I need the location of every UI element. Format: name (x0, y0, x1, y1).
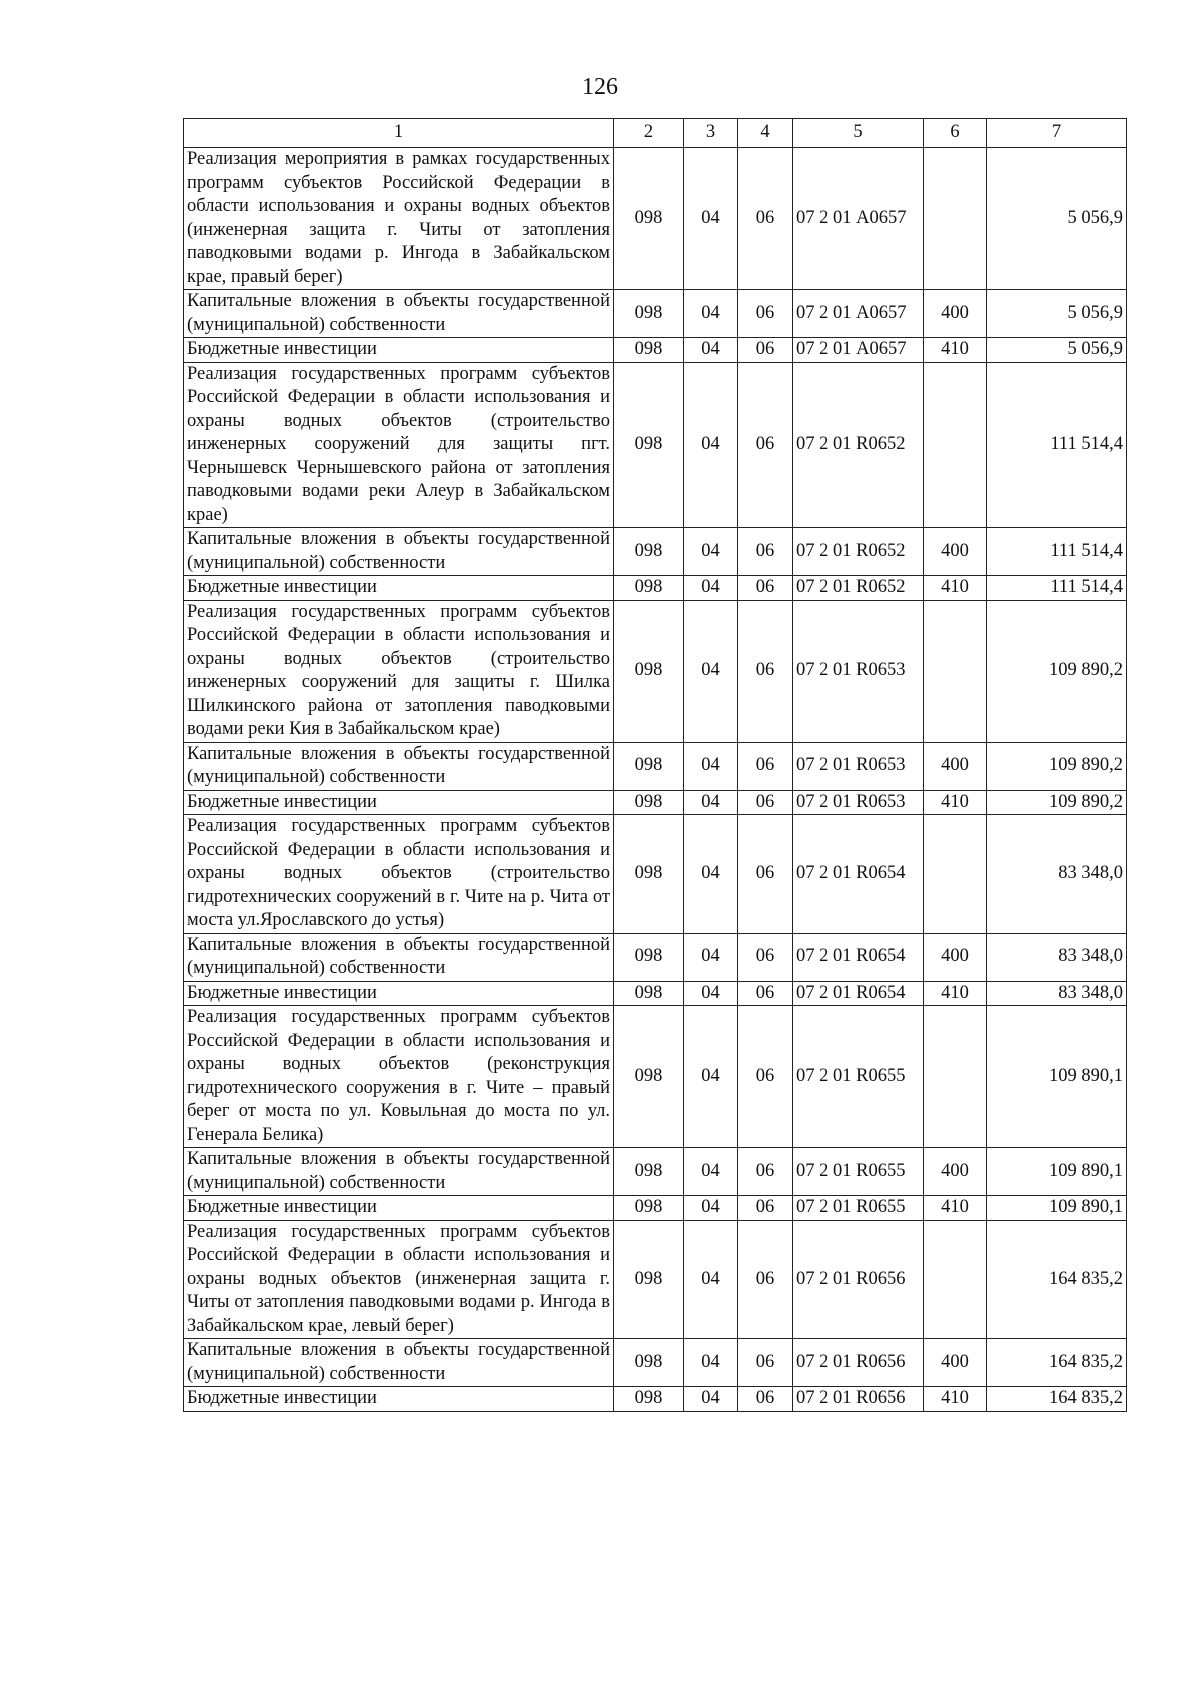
amount-cell: 83 348,0 (987, 815, 1127, 934)
table-row (184, 362, 1127, 528)
amount-cell: 111 514,4 (987, 528, 1127, 576)
page-number: 126 (582, 74, 618, 100)
expense-type-cell (924, 148, 987, 290)
section-code-cell: 04 (684, 981, 738, 1006)
expense-type-cell: 400 (924, 742, 987, 790)
table-row (184, 1148, 1127, 1196)
section-code-cell: 04 (684, 1196, 738, 1221)
section-code-cell: 04 (684, 290, 738, 338)
item-name-cell: Реализация государственных программ субъектов Российской Федерации в области использования и охраны водных объектов (инженерная защита г. Читы от затопления паводковыми водами р. Ингода в Забайкальском крае, левый берег) (184, 1220, 614, 1339)
section-code-cell: 04 (684, 1220, 738, 1339)
item-name-cell: Бюджетные инвестиции (184, 1196, 614, 1221)
subsection-code-cell: 06 (738, 362, 793, 528)
amount-cell: 83 348,0 (987, 981, 1127, 1006)
section-code-cell: 04 (684, 338, 738, 363)
ministry-code-cell: 098 (614, 933, 684, 981)
subsection-code-cell: 06 (738, 1196, 793, 1221)
amount-cell: 5 056,9 (987, 148, 1127, 290)
target-article-cell: 07 2 01 R0654 (793, 815, 924, 934)
amount-cell: 111 514,4 (987, 362, 1127, 528)
table-row (184, 742, 1127, 790)
target-article-cell: 07 2 01 А0657 (793, 290, 924, 338)
section-code-cell: 04 (684, 1387, 738, 1412)
table-row (184, 1006, 1127, 1148)
expense-type-cell: 410 (924, 1387, 987, 1412)
amount-cell: 164 835,2 (987, 1339, 1127, 1387)
target-article-cell: 07 2 01 R0656 (793, 1339, 924, 1387)
item-name-cell: Капитальные вложения в объекты государственной (муниципальной) собственности (184, 742, 614, 790)
subsection-code-cell: 06 (738, 338, 793, 363)
section-code-cell: 04 (684, 815, 738, 934)
ministry-code-cell: 098 (614, 1339, 684, 1387)
table-row (184, 1339, 1127, 1387)
target-article-cell: 07 2 01 R0653 (793, 790, 924, 815)
item-name-cell: Бюджетные инвестиции (184, 576, 614, 601)
table-row (184, 790, 1127, 815)
ministry-code-cell: 098 (614, 576, 684, 601)
item-name-cell: Бюджетные инвестиции (184, 338, 614, 363)
section-code-cell: 04 (684, 1006, 738, 1148)
item-name-cell: Капитальные вложения в объекты государственной (муниципальной) собственности (184, 1148, 614, 1196)
target-article-cell: 07 2 01 R0653 (793, 600, 924, 742)
ministry-code-cell: 098 (614, 790, 684, 815)
amount-cell: 164 835,2 (987, 1387, 1127, 1412)
expense-type-cell: 400 (924, 290, 987, 338)
table-row (184, 815, 1127, 934)
item-name-cell: Бюджетные инвестиции (184, 790, 614, 815)
table-body (184, 148, 1127, 1412)
table-row (184, 576, 1127, 601)
target-article-cell: 07 2 01 R0652 (793, 576, 924, 601)
subsection-code-cell: 06 (738, 1006, 793, 1148)
expense-type-cell: 410 (924, 1196, 987, 1221)
target-article-cell: 07 2 01 R0655 (793, 1196, 924, 1221)
item-name-cell: Реализация государственных программ субъектов Российской Федерации в области использования и охраны водных объектов (строительство инженерных сооружений для защиты пгт. Чернышевск Чернышевского района от затопления паводковыми водами реки Алеур в Забайкальском крае) (184, 362, 614, 528)
amount-cell: 109 890,2 (987, 790, 1127, 815)
subsection-code-cell: 06 (738, 576, 793, 601)
expense-type-cell: 400 (924, 1339, 987, 1387)
table-row (184, 528, 1127, 576)
target-article-cell: 07 2 01 R0656 (793, 1220, 924, 1339)
table-row (184, 600, 1127, 742)
expense-type-cell: 400 (924, 528, 987, 576)
section-code-cell: 04 (684, 1339, 738, 1387)
subsection-code-cell: 06 (738, 1339, 793, 1387)
ministry-code-cell: 098 (614, 1148, 684, 1196)
section-code-cell: 04 (684, 933, 738, 981)
target-article-cell: 07 2 01 А0657 (793, 338, 924, 363)
target-article-cell: 07 2 01 R0656 (793, 1387, 924, 1412)
amount-cell: 111 514,4 (987, 576, 1127, 601)
item-name-cell: Реализация государственных программ субъектов Российской Федерации в области использования и охраны водных объектов (строительство гидротехнических сооружений в г. Чите на р. Чита от моста ул.Ярославского до устья) (184, 815, 614, 934)
header-cell-1: 1 (184, 119, 614, 148)
subsection-code-cell: 06 (738, 1387, 793, 1412)
expense-type-cell: 400 (924, 933, 987, 981)
target-article-cell: 07 2 01 R0654 (793, 981, 924, 1006)
amount-cell: 5 056,9 (987, 338, 1127, 363)
ministry-code-cell: 098 (614, 528, 684, 576)
expense-type-cell: 410 (924, 981, 987, 1006)
subsection-code-cell: 06 (738, 290, 793, 338)
ministry-code-cell: 098 (614, 290, 684, 338)
header-cell-4: 4 (738, 119, 793, 148)
subsection-code-cell: 06 (738, 528, 793, 576)
ministry-code-cell: 098 (614, 362, 684, 528)
expense-type-cell: 400 (924, 1148, 987, 1196)
amount-cell: 83 348,0 (987, 933, 1127, 981)
ministry-code-cell: 098 (614, 1387, 684, 1412)
ministry-code-cell: 098 (614, 742, 684, 790)
item-name-cell: Реализация государственных программ субъектов Российской Федерации в области использования и охраны водных объектов (строительство инженерных сооружений для защиты г. Шилка Шилкинского района от затопления паводковыми водами реки Кия в Забайкальском крае) (184, 600, 614, 742)
expense-type-cell: 410 (924, 338, 987, 363)
budget-table (183, 118, 1127, 1412)
ministry-code-cell: 098 (614, 600, 684, 742)
item-name-cell: Реализация государственных программ субъектов Российской Федерации в области использования и охраны водных объектов (реконструкция гидротехнического сооружения в г. Чите – правый берег от моста по ул. Ковыльная до моста по ул. Генерала Белика) (184, 1006, 614, 1148)
item-name-cell: Реализация мероприятия в рамках государственных программ субъектов Российской Федерации в области использования и охраны водных объектов (инженерная защита г. Читы от затопления паводковыми водами р. Ингода в Забайкальском крае, правый берег) (184, 148, 614, 290)
item-name-cell: Капитальные вложения в объекты государственной (муниципальной) собственности (184, 528, 614, 576)
expense-type-cell: 410 (924, 790, 987, 815)
section-code-cell: 04 (684, 148, 738, 290)
item-name-cell: Капитальные вложения в объекты государственной (муниципальной) собственности (184, 1339, 614, 1387)
table-row (184, 981, 1127, 1006)
expense-type-cell (924, 1220, 987, 1339)
subsection-code-cell: 06 (738, 981, 793, 1006)
subsection-code-cell: 06 (738, 1148, 793, 1196)
ministry-code-cell: 098 (614, 815, 684, 934)
target-article-cell: 07 2 01 R0653 (793, 742, 924, 790)
header-cell-2: 2 (614, 119, 684, 148)
amount-cell: 109 890,2 (987, 600, 1127, 742)
item-name-cell: Бюджетные инвестиции (184, 981, 614, 1006)
table-row (184, 1196, 1127, 1221)
expense-type-cell (924, 815, 987, 934)
amount-cell: 109 890,1 (987, 1148, 1127, 1196)
target-article-cell: 07 2 01 R0655 (793, 1148, 924, 1196)
subsection-code-cell: 06 (738, 600, 793, 742)
amount-cell: 109 890,1 (987, 1196, 1127, 1221)
subsection-code-cell: 06 (738, 933, 793, 981)
item-name-cell: Бюджетные инвестиции (184, 1387, 614, 1412)
subsection-code-cell: 06 (738, 742, 793, 790)
target-article-cell: 07 2 01 R0654 (793, 933, 924, 981)
ministry-code-cell: 098 (614, 148, 684, 290)
expense-type-cell (924, 362, 987, 528)
section-code-cell: 04 (684, 790, 738, 815)
table-row (184, 338, 1127, 363)
item-name-cell: Капитальные вложения в объекты государственной (муниципальной) собственности (184, 933, 614, 981)
section-code-cell: 04 (684, 1148, 738, 1196)
amount-cell: 164 835,2 (987, 1220, 1127, 1339)
amount-cell: 109 890,1 (987, 1006, 1127, 1148)
section-code-cell: 04 (684, 362, 738, 528)
ministry-code-cell: 098 (614, 1006, 684, 1148)
target-article-cell: 07 2 01 R0655 (793, 1006, 924, 1148)
section-code-cell: 04 (684, 742, 738, 790)
subsection-code-cell: 06 (738, 1220, 793, 1339)
table-row (184, 1387, 1127, 1412)
section-code-cell: 04 (684, 576, 738, 601)
table-row (184, 290, 1127, 338)
target-article-cell: 07 2 01 А0657 (793, 148, 924, 290)
table-row (184, 933, 1127, 981)
table-row (184, 1220, 1127, 1339)
target-article-cell: 07 2 01 R0652 (793, 528, 924, 576)
expense-type-cell (924, 600, 987, 742)
amount-cell: 5 056,9 (987, 290, 1127, 338)
amount-cell: 109 890,2 (987, 742, 1127, 790)
header-cell-6: 6 (924, 119, 987, 148)
header-cell-5: 5 (793, 119, 924, 148)
ministry-code-cell: 098 (614, 981, 684, 1006)
subsection-code-cell: 06 (738, 815, 793, 934)
subsection-code-cell: 06 (738, 148, 793, 290)
section-code-cell: 04 (684, 600, 738, 742)
ministry-code-cell: 098 (614, 338, 684, 363)
expense-type-cell: 410 (924, 576, 987, 601)
ministry-code-cell: 098 (614, 1220, 684, 1339)
item-name-cell: Капитальные вложения в объекты государственной (муниципальной) собственности (184, 290, 614, 338)
header-cell-7: 7 (987, 119, 1127, 148)
section-code-cell: 04 (684, 528, 738, 576)
table-row (184, 148, 1127, 290)
target-article-cell: 07 2 01 R0652 (793, 362, 924, 528)
header-row (184, 119, 1127, 148)
ministry-code-cell: 098 (614, 1196, 684, 1221)
header-cell-3: 3 (684, 119, 738, 148)
expense-type-cell (924, 1006, 987, 1148)
subsection-code-cell: 06 (738, 790, 793, 815)
